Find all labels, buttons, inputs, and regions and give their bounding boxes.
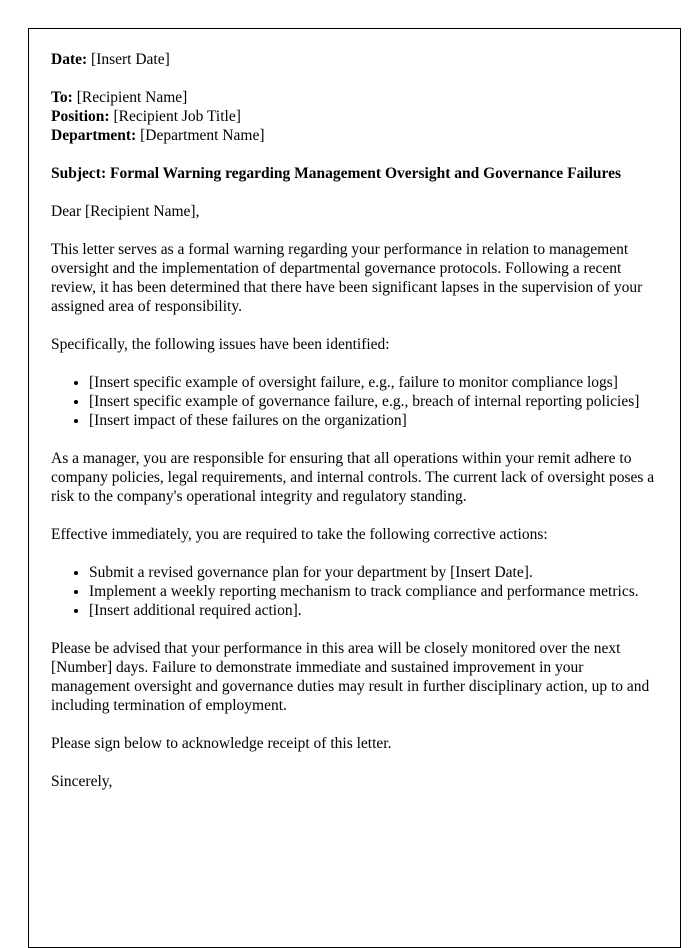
position-label: Position: <box>51 108 110 125</box>
paragraph-issues-lead: Specifically, the following issues have been identified: <box>51 336 390 353</box>
list-item: • [Insert impact of these failures on the organization] <box>89 411 656 430</box>
letter-page <box>28 28 681 948</box>
paragraph-sign: Please sign below to acknowledge receipt of this letter. <box>51 735 392 752</box>
list-item: • Implement a weekly reporting mechanism to track compliance and performance metrics. <box>89 582 656 601</box>
date-label: Date: <box>51 51 88 68</box>
department-value: [Department Name] <box>136 127 265 144</box>
list-item: • [Insert specific example of governance failure, e.g., breach of internal reporting policies] <box>89 392 656 411</box>
list-item: • [Insert specific example of oversight failure, e.g., failure to monitor compliance logs] <box>89 373 656 392</box>
to-line <box>51 88 656 107</box>
to-label: To: <box>51 89 73 106</box>
department-label: Department: <box>51 127 137 144</box>
closing: Sincerely, <box>51 773 113 790</box>
to-value: [Recipient Name] <box>72 89 188 106</box>
list-item: • [Insert additional required action]. <box>89 601 656 620</box>
paragraph-actions-lead: Effective immediately, you are required to take the following corrective actions: <box>51 526 548 543</box>
list-item: • Submit a revised governance plan for your department by [Insert Date]. <box>89 563 656 582</box>
position-value: [Recipient Job Title] <box>109 108 241 125</box>
paragraph-intro: This letter serves as a formal warning regarding your performance in relation to management oversight and the implementation of departmental governance protocols. Following a recent review, it has been determined that there have been significant lapses in the supervision of your assigned area of responsibility. <box>51 241 643 315</box>
paragraph-monitoring: Please be advised that your performance in this area will be closely monitored over the next [Number] days. Failure to demonstrate immediate and sustained improvement in your management oversight and governance duties may result in further disciplinary action, up to and including termination of employment. <box>51 640 650 714</box>
date-line <box>51 50 656 69</box>
paragraph-responsibility: As a manager, you are responsible for ensuring that all operations within your remit adhere to company policies, legal requirements, and internal controls. The current lack of oversight poses a risk to the company's operational integrity and regulatory standing. <box>51 450 655 505</box>
actions-list <box>51 563 656 620</box>
subject-line: Subject: Formal Warning regarding Management Oversight and Governance Failures <box>51 165 622 182</box>
issues-list <box>51 373 656 430</box>
department-line <box>51 126 656 145</box>
salutation: Dear [Recipient Name], <box>51 203 200 220</box>
date-value: [Insert Date] <box>87 51 170 68</box>
position-line <box>51 107 656 126</box>
